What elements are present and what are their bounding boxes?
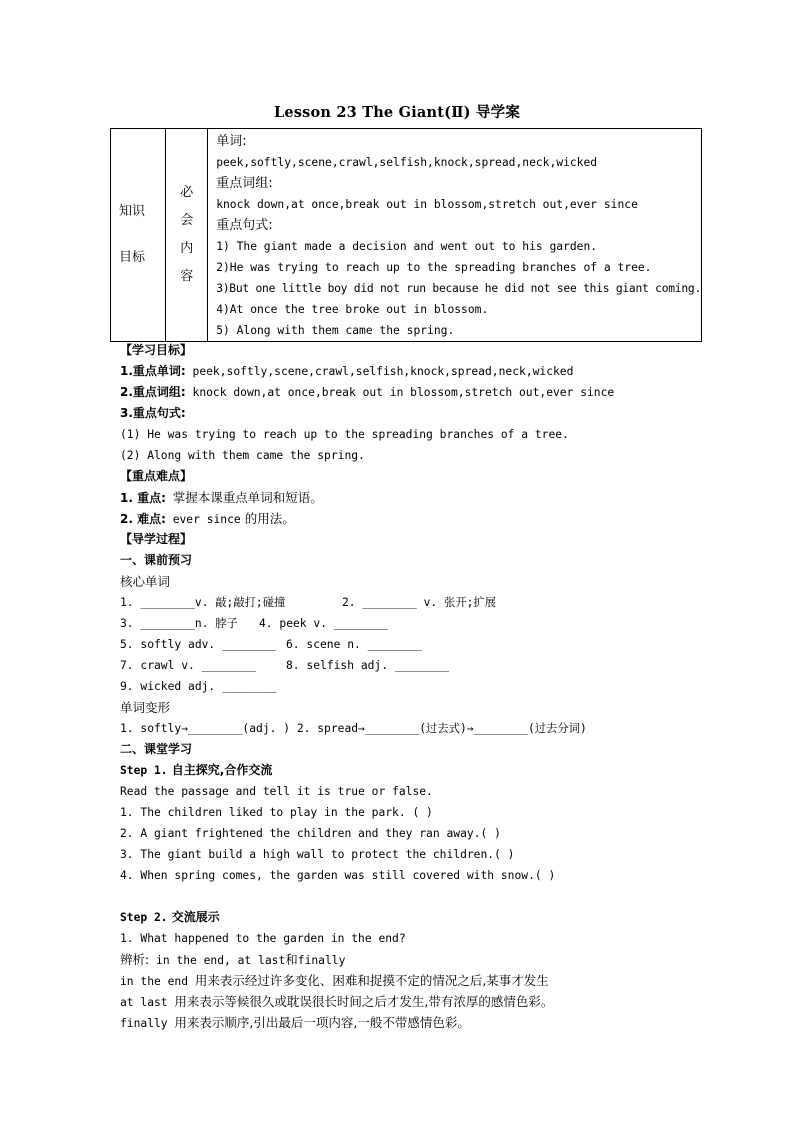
section-header: 【学习目标】 [120, 343, 193, 357]
vocab-item: 5. softly adv. ________ [120, 638, 277, 651]
vocab-item: 4. peek v. ________ [259, 617, 389, 630]
content-line: knock down,at once,break out in blossom,stretch out,ever since [216, 198, 638, 211]
subsection-header: 二、课堂学习 [120, 742, 193, 756]
goal-text: peek,softly,scene,crawl,selfish,knock,spread,neck,wicked [192, 365, 574, 378]
subcategory-char: 会 [180, 213, 194, 228]
content-line: 4)At once the tree broke out in blossom. [216, 303, 489, 316]
difficult-point [120, 508, 760, 529]
step-header [120, 760, 760, 781]
category-label: 目标 [119, 250, 146, 265]
step-label: Step 1. [120, 764, 168, 777]
vocab-item: 6. scene n. ________ [286, 638, 423, 651]
subcategory-char: 容 [180, 269, 194, 284]
explanation-line: in the end 用来表示经过许多变化、困难和捉摸不定的情况之后,某事才发生 [120, 973, 549, 988]
vocab-item: 2. ________ v. 张开;扩展 [342, 596, 497, 609]
subcategory-char: 必 [180, 185, 194, 200]
subsection-header: 一、课前预习 [120, 553, 193, 567]
vocab-item: 9. wicked adj. ________ [120, 680, 277, 693]
tf-question: 2. A giant frightened the children and they ran away.( ) [120, 827, 501, 840]
tf-question: 1. The children liked to play in the park. ( ) [120, 806, 433, 819]
worksheet-body [120, 340, 760, 1033]
goal-sentence: (2) Along with them came the spring. [120, 449, 365, 462]
content-line: peek,softly,scene,crawl,selfish,knock,spread,neck,wicked [216, 156, 598, 169]
question: 1. What happened to the garden in the end? [120, 932, 406, 945]
section-header: 【重点难点】 [120, 469, 193, 483]
subsection-label: 核心单词 [120, 574, 171, 589]
step-title: 交流展示 [167, 910, 220, 924]
vocab-row [120, 592, 760, 613]
content-line: 3)But one little boy did not run because he did not see this giant coming. [216, 282, 701, 295]
difficult-text-cn: 的用法。 [240, 511, 295, 526]
content-line: 重点词组: [216, 176, 273, 191]
tf-question: 4. When spring comes, the garden was still covered with snow.( ) [120, 869, 556, 882]
step-header [120, 907, 760, 928]
tf-question: 3. The giant build a high wall to protect the children.( ) [120, 848, 515, 861]
subsection-label: 单词变形 [120, 700, 171, 715]
vocab-item: 7. crawl v. ________ [120, 659, 257, 672]
page-title: Lesson 23 The Giant(Ⅱ) 导学案 [273, 104, 521, 121]
content-line: 5) Along with them came the spring. [216, 324, 455, 337]
step-title: 自主探究,合作交流 [167, 763, 273, 777]
morph-row: 1. softly→________(adj. ) 2. spread→________(过去式)→________(过去分词) [120, 722, 587, 735]
explanation-line: finally 用来表示顺序,引出最后一项内容,一般不带感情色彩。 [120, 1015, 470, 1030]
step-label: Step 2. [120, 911, 168, 924]
goal-label: 2.重点词组: [120, 385, 186, 399]
table-content-cell [208, 129, 702, 342]
vocab-row [120, 655, 760, 676]
vocab-row [120, 634, 760, 655]
subcategory-char: 内 [180, 241, 194, 256]
section-header: 【导学过程】 [120, 532, 193, 546]
goal-text: knock down,at once,break out in blossom,stretch out,ever since [192, 386, 615, 399]
vocab-item: 3. ________n. 脖子 [120, 617, 238, 630]
difficult-text: ever since [172, 513, 241, 526]
vocab-item: 8. selfish adj. ________ [286, 659, 450, 672]
goal-phrases [120, 382, 760, 403]
key-text: 掌握本课重点单词和短语。 [172, 490, 323, 505]
category-label: 知识 [119, 204, 146, 219]
goal-sentence: (1) He was trying to reach up to the spreading branches of a tree. [120, 428, 569, 441]
vocab-row [120, 613, 760, 634]
table-category-cell [111, 129, 166, 342]
goal-words [120, 361, 760, 382]
content-line: 重点句式: [216, 218, 273, 233]
key-point [120, 487, 760, 508]
content-line: 1) The giant made a decision and went out to his garden. [216, 240, 598, 253]
difficult-label: 2. 难点: [120, 512, 166, 526]
table-subcategory-cell [166, 129, 208, 342]
objectives-table [110, 128, 702, 342]
analysis-line: 辨析: in the end, at last和finally [120, 952, 346, 967]
goal-label: 3.重点句式: [120, 406, 186, 420]
content-line: 2)He was trying to reach up to the spreading branches of a tree. [216, 261, 652, 274]
instruction: Read the passage and tell it is true or false. [120, 785, 433, 798]
vocab-item: 1. ________v. 敲;敲打;碰撞 [120, 596, 286, 609]
content-line: 单词: [216, 134, 247, 149]
key-label: 1. 重点: [120, 491, 166, 505]
explanation-line: at last 用来表示等候很久或耽误很长时间之后才发生,带有浓厚的感情色彩。 [120, 994, 554, 1009]
goal-label: 1.重点单词: [120, 364, 186, 378]
